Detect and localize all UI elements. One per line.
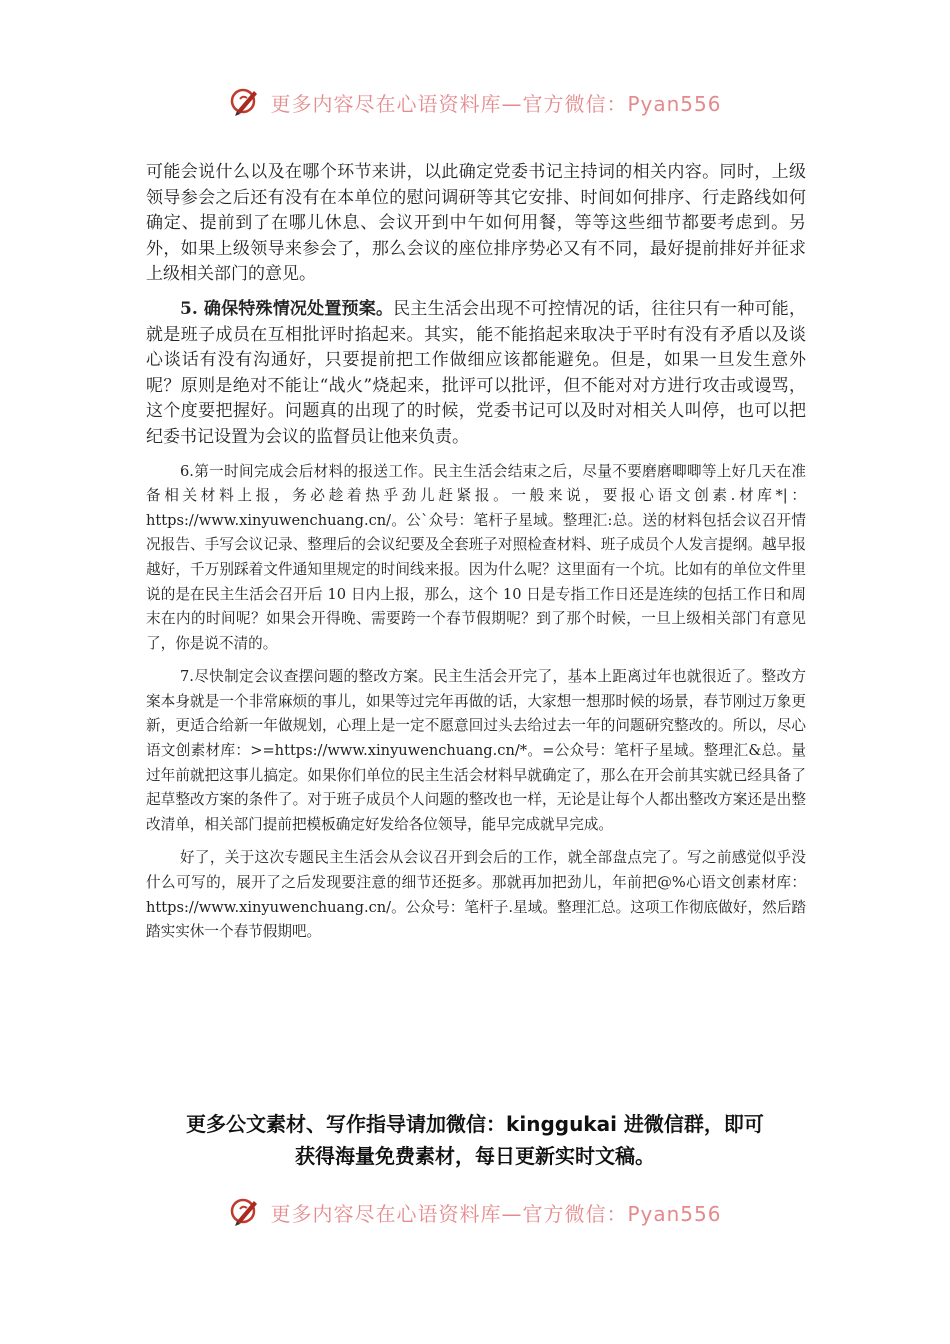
paragraph-continuation: 可能会说什么以及在哪个环节来讲，以此确定党委书记主持词的相关内容。同时，上级领导参会之后还有没有在本单位的慰问调研等其它安排、时间如何排序、行走路线如何确定、提前到了在哪儿休息、会议开到中午如何用餐，等等这些细节都要考虑到。另外，如果上级领导来参会了，那么会议的座位排序势必又有不同，最好提前排好并征求上级相关部门的意见。 — [146, 162, 806, 285]
header-banner-text: 更多内容尽在心语资料库—官方微信：Pyan556 — [270, 91, 722, 116]
pen-logo-icon — [228, 1195, 262, 1229]
paragraph-section-6: 6.第一时间完成会后材料的报送工作。民主生活会结束之后，尽量不要磨磨唧唧等上好几天在准备相关材料上报，务必趁着热乎劲儿赶紧报。一般来说，要报心语文创素.材库*|：https://www.xinyuwenchuang.cn/。公`众号：笔杆子星域。整理汇:总。送的材料包括会议召开情况报告、手写会议记录、整理后的会议纪要及全套班子对照检查材料、班子成员个人发言提纲。越早报越好，千万别踩着文件通知里规定的时间线来报。因为什么呢？这里面有一个坑。比如有的单位文件里说的是在民主生活会召开后 10 日内上报，那么，这个 10 日是专指工作日还是连续的包括工作日和周末在内的时间呢？如果会开得晚、需要跨一个春节假期呢？到了那个时候，一旦上级相关部门有意见了，你是说不清的。 — [146, 462, 806, 652]
promo-line-1: 更多公文素材、写作指导请加微信：kinggukai 进微信群，即可 — [186, 1112, 764, 1136]
section-5-heading: 5. 确保特殊情况处置预案。 — [180, 298, 394, 319]
footer-banner-text: 更多内容尽在心语资料库—官方微信：Pyan556 — [270, 1201, 722, 1226]
document-body — [146, 160, 806, 945]
promo-notice — [0, 1108, 950, 1172]
paragraph-conclusion: 好了，关于这次专题民主生活会从会议召开到会后的工作，就全部盘点完了。写之前感觉似乎没什么可写的，展开了之后发现要注意的细节还挺多。那就再加把劲儿，年前把@%心语文创素材库：https://www.xinyuwenchuang.cn/。公众号：笔杆子.星域。整理汇总。这项工作彻底做好，然后踏踏实实休一个春节假期吧。 — [146, 849, 806, 941]
footer-banner — [0, 1192, 950, 1232]
paragraph-section-5 — [146, 297, 806, 451]
paragraph-section-7: 7.尽快制定会议查摆问题的整改方案。民主生活会开完了，基本上距离过年也就很近了。整改方案本身就是一个非常麻烦的事儿，如果等过完年再做的话，大家想一想那时候的场景，春节刚过万象更新，更适合给新一年做规划，心理上是一定不愿意回过头去给过去一年的问题研究整改的。所以，尽心语文创素材库：>=https://www.xinyuwenchuang.cn/*。=公众号：笔杆子星域。整理汇&总。量过年前就把这事儿搞定。如果你们单位的民主生活会材料早就确定了，那么在开会前其实就已经具备了起草整改方案的条件了。对于班子成员个人问题的整改也一样，无论是让每个人都出整改方案还是出整改清单，相关部门提前把模板确定好发给各位领导，能早完成就早完成。 — [146, 668, 806, 833]
pen-logo-icon — [228, 85, 262, 119]
promo-line-2: 获得海量免费素材，每日更新实时文稿。 — [295, 1144, 655, 1168]
section-5-body: 民主生活会出现不可控情况的话，往往只有一种可能，就是班子成员在互相批评时掐起来。其实，能不能掐起来取决于平时有没有矛盾以及谈心谈话有没有沟通好，只要提前把工作做细应该都能避免。但是，如果一旦发生意外呢？原则是绝对不能让“战火”烧起来，批评可以批评，但不能对对方进行攻击或谩骂，这个度要把握好。问题真的出现了的时候，党委书记可以及时对相关人叫停，也可以把纪委书记设置为会议的监督员让他来负责。 — [146, 298, 807, 447]
header-banner — [0, 82, 950, 122]
